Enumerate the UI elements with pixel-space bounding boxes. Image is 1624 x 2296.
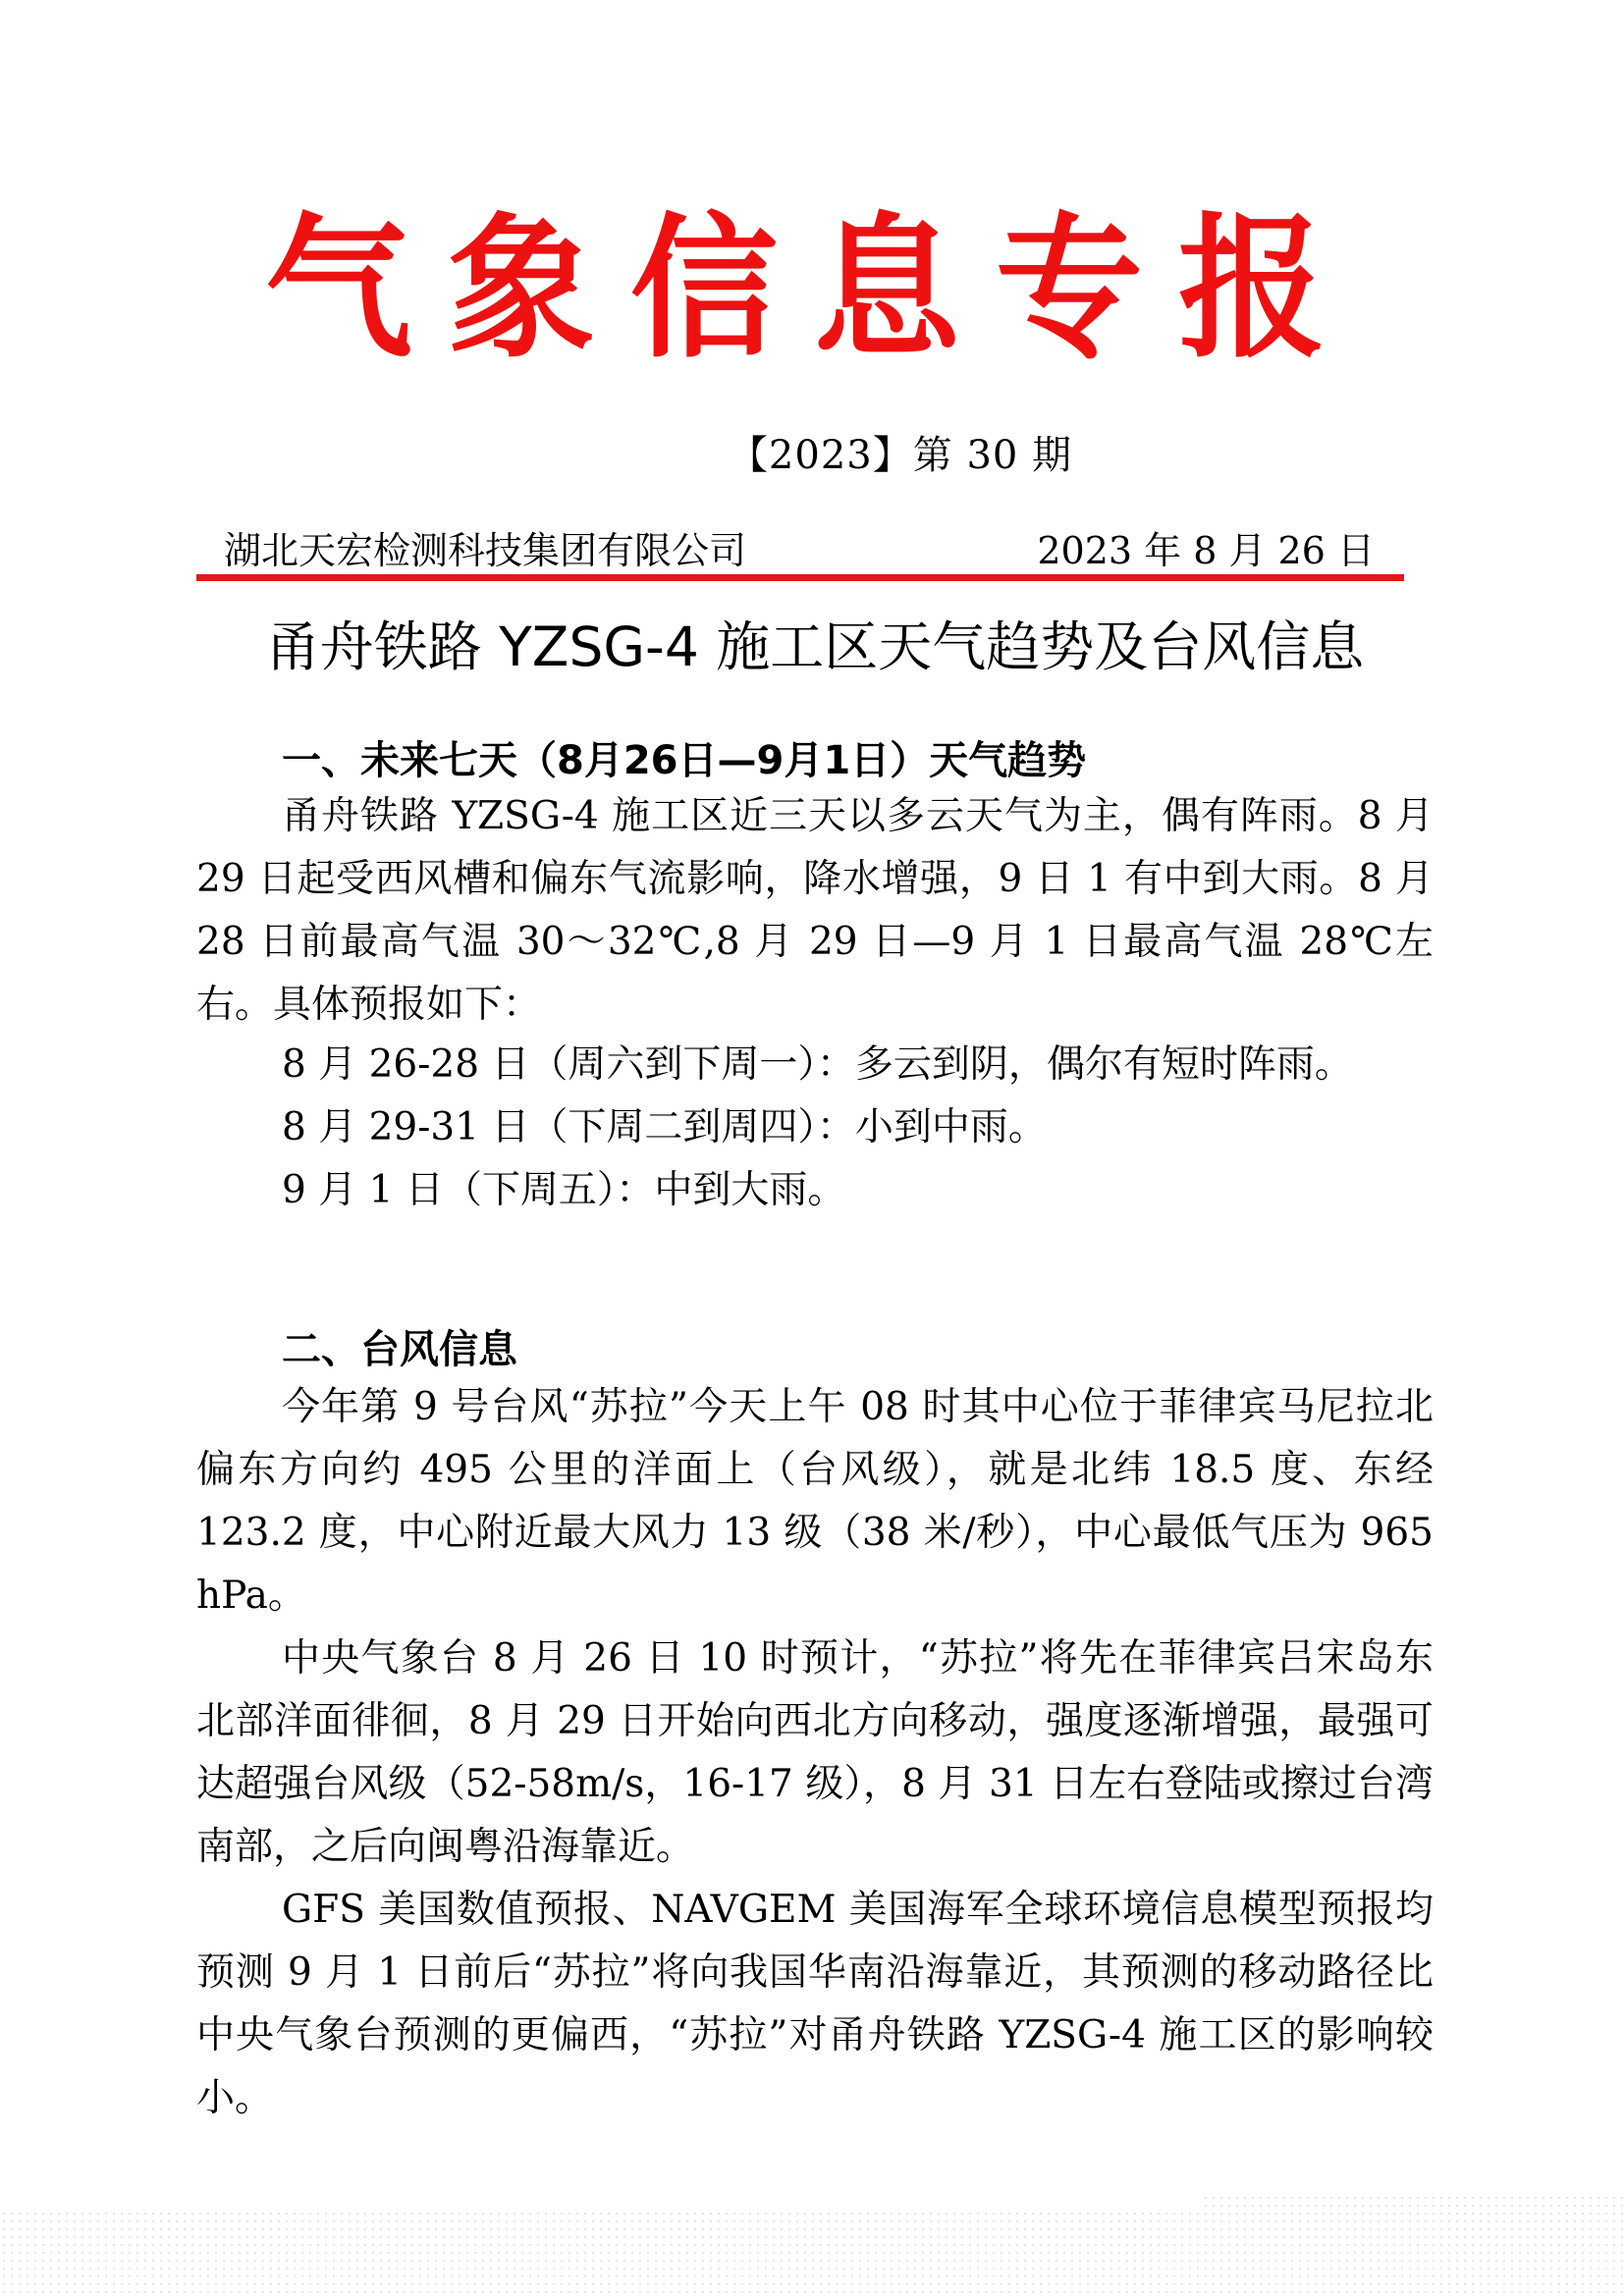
typhoon-paragraph: 今年第 9 号台风“苏拉”今天上午 08 时其中心位于菲律宾马尼拉北偏东方向约 495 公里的洋面上（台风级），就是北纬 18.5 度、东经 123.2 度，中心附近最大风力 13 级（38 米/秒），中心最低气压为 965 hPa。	[196, 1385, 1434, 1618]
masthead-char: 息	[812, 199, 960, 380]
forecast-item: 8 月 29-31 日（下周二到周四）：小到中雨。	[282, 1105, 1047, 1149]
scan-noise	[0, 2210, 1624, 2296]
section-heading-weather: 一、未来七天（8月26日—9月1日）天气趋势	[282, 738, 1087, 783]
weather-summary-paragraph: 甬舟铁路 YZSG-4 施工区近三天以多云天气为主，偶有阵雨。8 月 29 日起受西风槽和偏东气流影响，降水增强，9 日 1 有中到大雨。8 月 28 日前最高气温 30～32℃,8 月 29 日—9 月 1 日最高气温 28℃左右。具体预报如下：	[196, 794, 1434, 1027]
typhoon-paragraph: 中央气象台 8 月 26 日 10 时预计，“苏拉”将先在菲律宾吕宋岛东北部洋面徘徊，8 月 29 日开始向西北方向移动，强度逐渐增强，最强可达超强台风级（52-58m/s，16-17 级），8 月 31 日左右登陆或擦过台湾南部，之后向闽粤沿海靠近。	[196, 1636, 1434, 1869]
issue-number-text: 【2023】第 30 期	[728, 433, 1073, 478]
meta-row	[216, 520, 1394, 573]
masthead-char: 报	[1177, 199, 1326, 380]
masthead-char: 信	[629, 199, 778, 380]
masthead-title	[265, 199, 1326, 380]
forecast-item: 9 月 1 日（下周五）：中到大雨。	[282, 1168, 846, 1212]
issue-number	[0, 424, 1624, 480]
organization-name: 湖北天宏检测科技集团有限公司	[224, 529, 747, 572]
forecast-item: 8 月 26-28 日（周六到下周一）：多云到阴，偶尔有短时阵雨。	[282, 1042, 1353, 1087]
scan-noise	[1202, 2194, 1624, 2210]
document-title: 甬舟铁路 YZSG-4 施工区天气趋势及台风信息	[265, 615, 1365, 678]
section-heading-typhoon: 二、台风信息	[282, 1327, 517, 1372]
masthead-char: 气	[265, 199, 413, 380]
masthead-char: 专	[995, 199, 1143, 380]
red-divider	[196, 574, 1404, 581]
typhoon-paragraph: GFS 美国数值预报、NAVGEM 美国海军全球环境信息模型预报均预测 9 月 1 日前后“苏拉”将向我国华南沿海靠近，其预测的移动路径比中央气象台预测的更偏西，“苏拉”对甬舟铁路 YZSG-4 施工区的影响较小。	[196, 1888, 1434, 2120]
issue-date: 2023 年 8 月 26 日	[1037, 529, 1375, 572]
masthead-char: 象	[447, 199, 595, 380]
